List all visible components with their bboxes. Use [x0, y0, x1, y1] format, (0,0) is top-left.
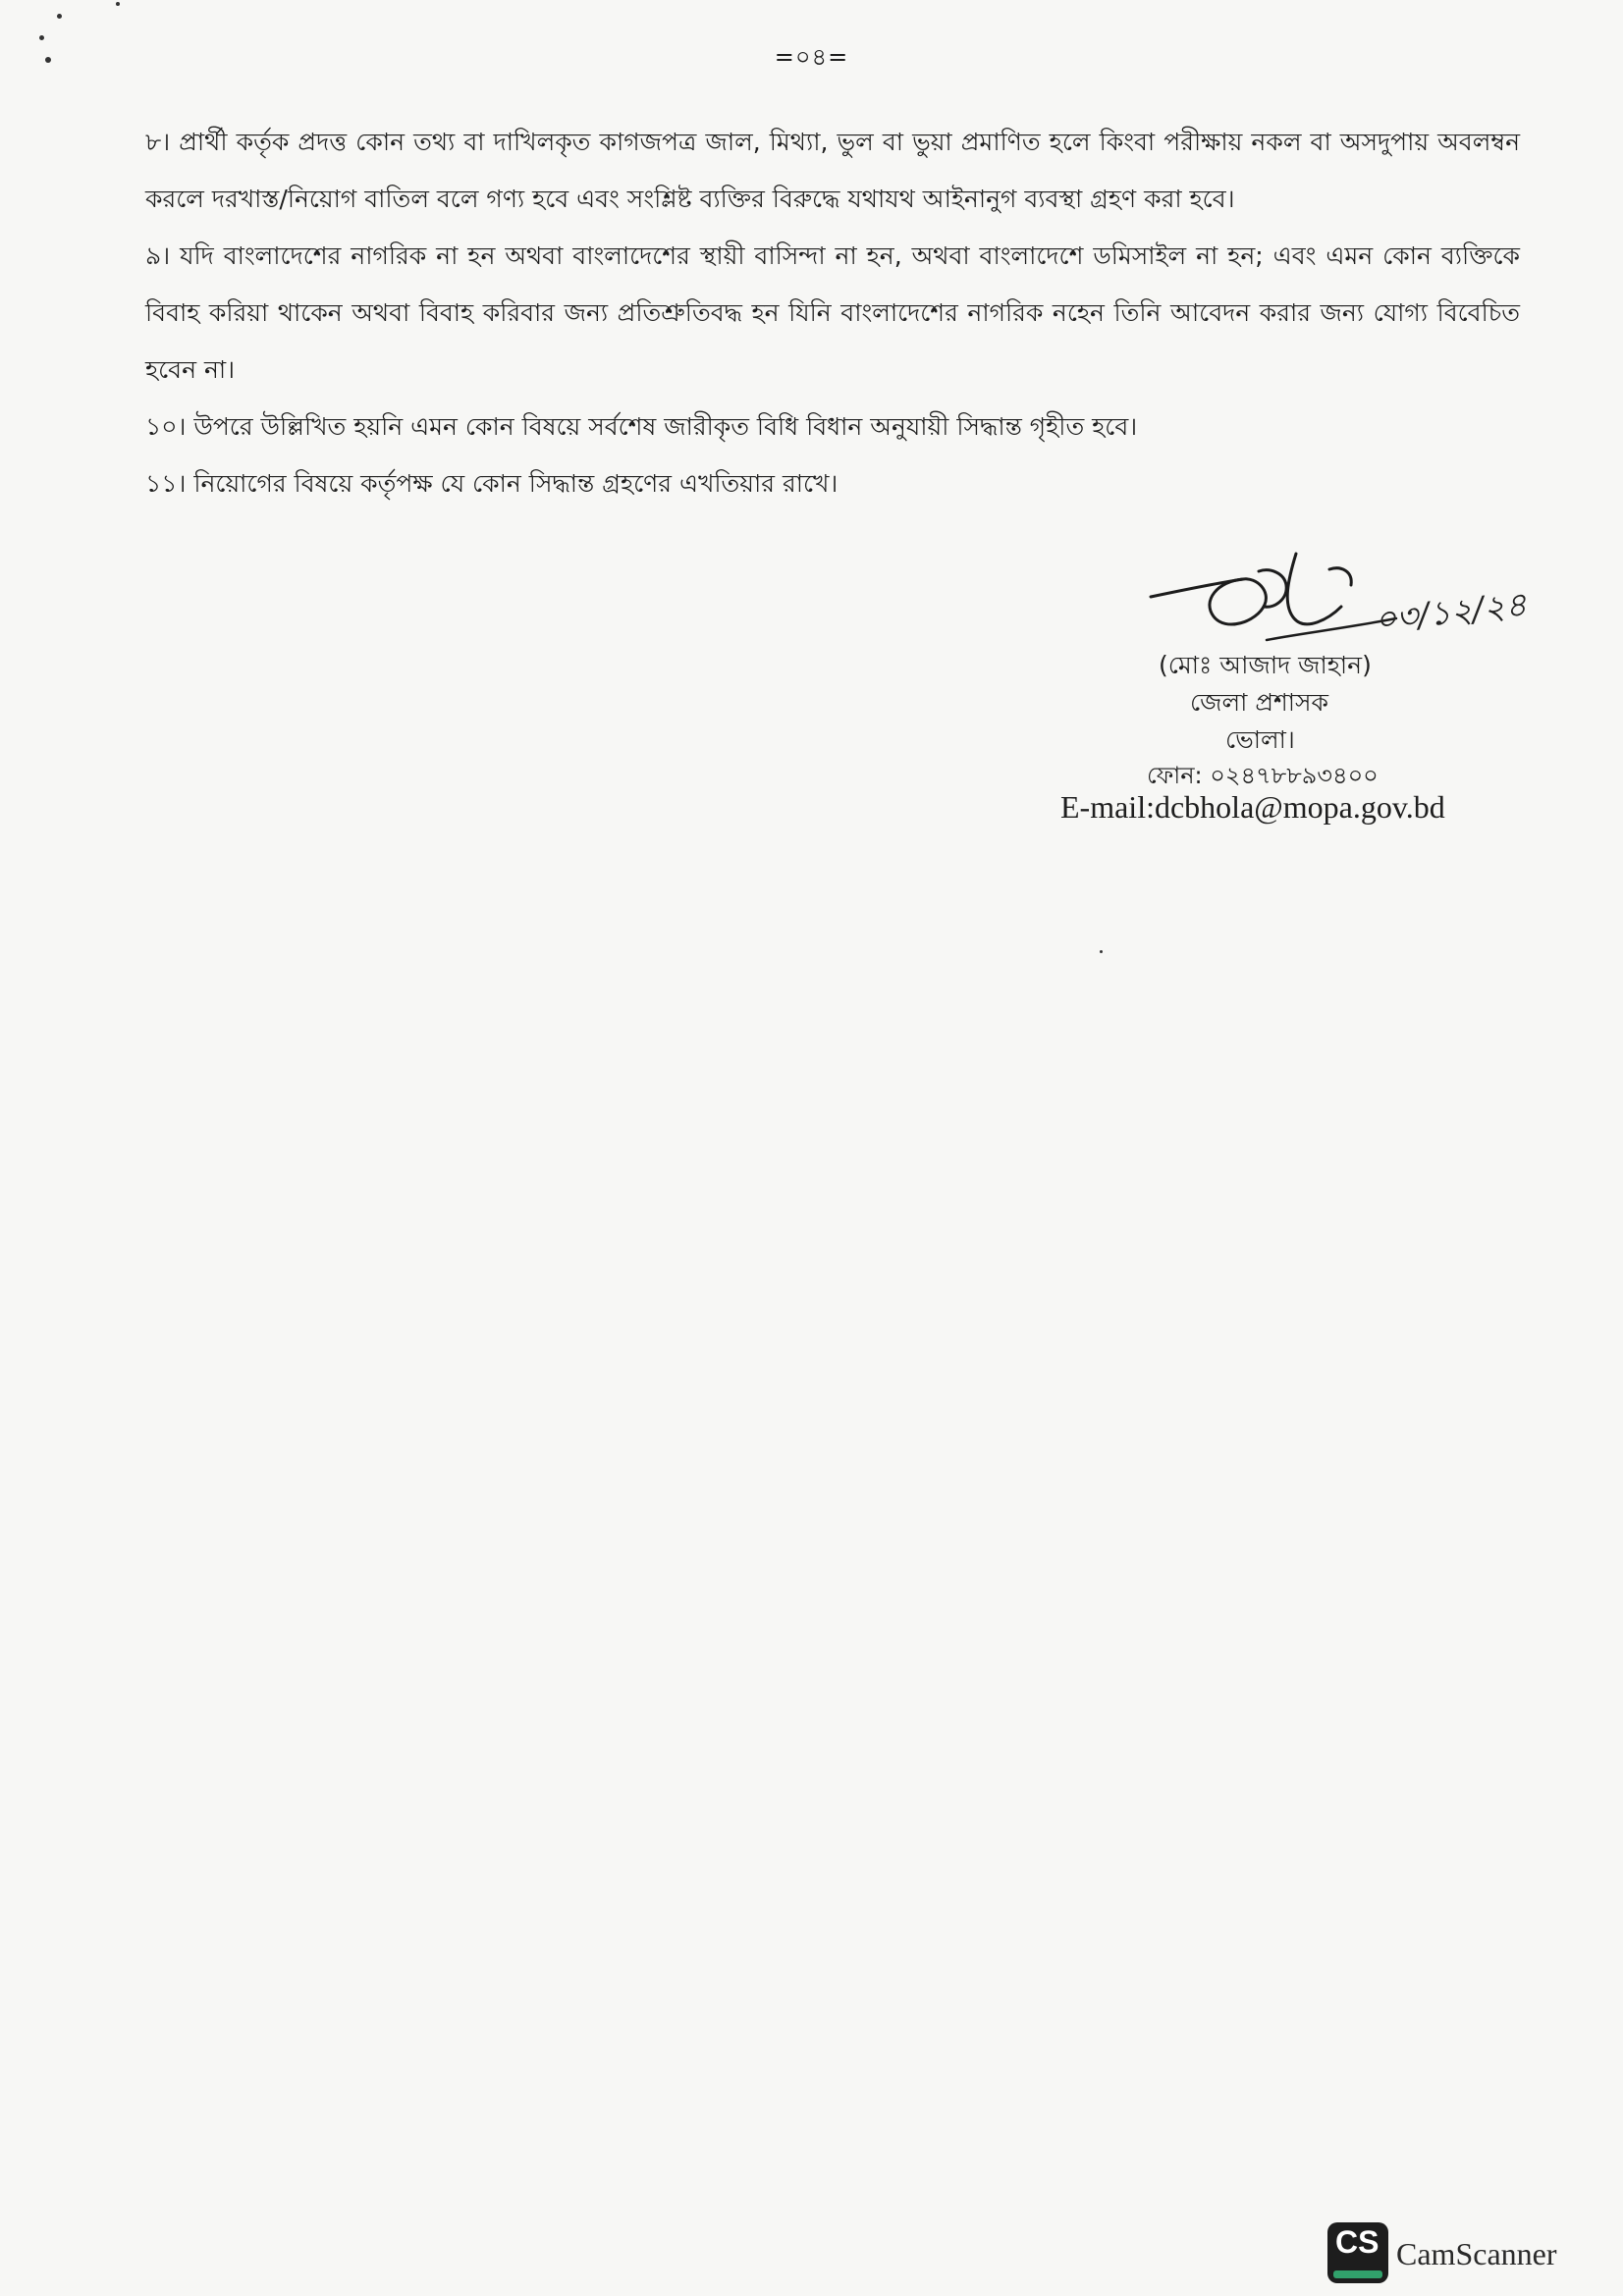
scan-speck	[116, 2, 120, 6]
clause-10: ১০। উপরে উল্লিখিত হয়নি এমন কোন বিষয়ে সর্বশেষ জারীকৃত বিধি বিধান অনুযায়ী সিদ্ধান্ত গৃহীত হবে।	[145, 412, 1138, 441]
camscanner-logo-bar	[1333, 2270, 1382, 2278]
camscanner-watermark	[1327, 2222, 1583, 2287]
officer-designation: জেলা প্রশাসক	[1190, 688, 1329, 717]
signature-block	[1021, 550, 1532, 864]
scan-speck	[1100, 950, 1103, 953]
camscanner-logo-text: CS	[1335, 2224, 1380, 2260]
camscanner-logo-icon	[1327, 2222, 1388, 2283]
clause-11: ১১। নিয়োগের বিষয়ে কর্তৃপক্ষ যে কোন সিদ্ধান্ত গ্রহণের এখতিয়ার রাখে।	[145, 469, 839, 498]
page-number: =০৪=	[774, 43, 849, 71]
clause-9: ৯। যদি বাংলাদেশের নাগরিক না হন অথবা বাংলাদেশের স্থায়ী বাসিন্দা না হন, অথবা বাংলাদেশে ডমিসাইল না হন; এবং এমন কোন ব্যক্তিকে বিবাহ করিয়া থাকেন অথবা বিবাহ করিবার জন্য প্রতিশ্রুতিবদ্ধ হন যিনি বাংলাদেশের নাগরিক নহেন তিনি আবেদন করার জন্য যোগ্য বিবেচিত হবেন না।	[145, 241, 1520, 384]
officer-name: (মোঃ আজাদ জাহান)	[1159, 651, 1372, 679]
officer-district: ভোলা।	[1225, 725, 1295, 754]
officer-email: E-mail:dcbhola@mopa.gov.bd	[1060, 789, 1445, 825]
camscanner-label: CamScanner	[1396, 2236, 1557, 2271]
clause-8: ৮। প্রার্থী কর্তৃক প্রদত্ত কোন তথ্য বা দাখিলকৃত কাগজপত্র জাল, মিথ্যা, ভুল বা ভুয়া প্রমাণিত হলে কিংবা পরীক্ষায় নকল বা অসদুপায় অবলম্বন করলে দরখাস্ত/নিয়োগ বাতিল বলে গণ্য হবে এবং সংশ্লিষ্ট ব্যক্তির বিরুদ্ধে যথাযথ আইনানুগ ব্যবস্থা গ্রহণ করা হবে।	[145, 128, 1520, 213]
scan-speck	[57, 14, 62, 19]
document-body	[145, 114, 1520, 512]
signature-date: ০৩/১২/২৪	[1373, 584, 1529, 641]
officer-phone: ফোন: ০২৪৭৮৮৯৩৪০০	[1147, 762, 1379, 789]
handwritten-signature	[1149, 550, 1404, 658]
